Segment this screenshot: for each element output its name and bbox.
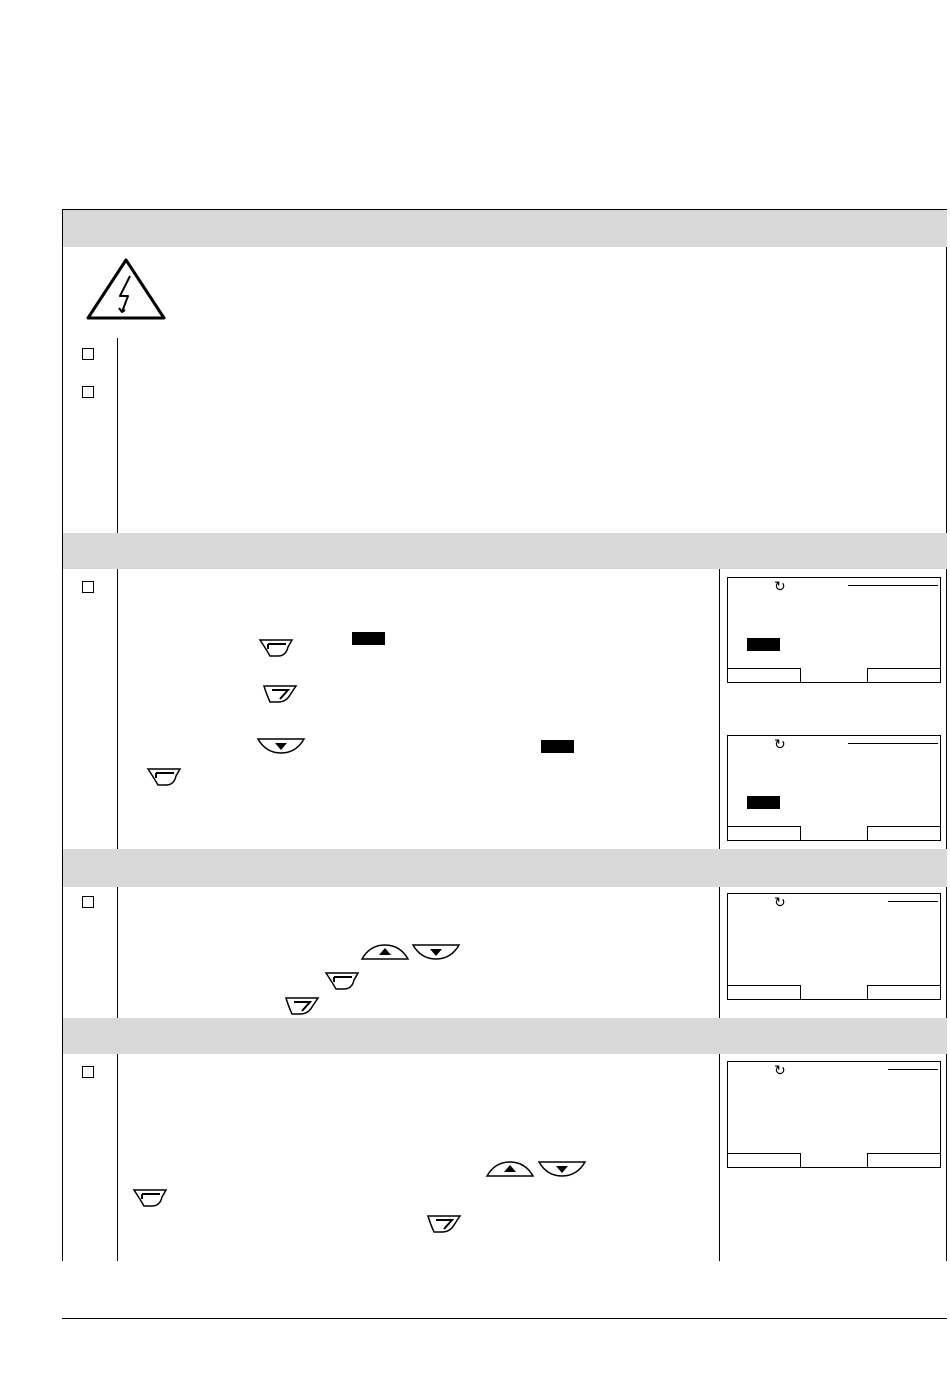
display-softkey-right[interactable] [867,1153,940,1167]
arrow-down-key-icon[interactable] [537,1160,587,1178]
column-divider [117,338,118,533]
arrow-down-key-icon[interactable] [256,737,306,755]
electrical-hazard-warning-icon [84,256,168,327]
column-divider [117,887,118,1018]
left-softkey-icon[interactable] [324,970,360,992]
display-softkey-right[interactable] [867,826,940,840]
display-softkey-left[interactable] [728,668,801,682]
rotation-arrow-icon: ↻ [774,578,786,594]
arrow-up-key-icon[interactable] [485,1160,535,1178]
highlighted-label [352,632,385,645]
display-softkey-right[interactable] [867,668,940,682]
rotation-arrow-icon: ↻ [774,894,786,910]
control-panel-display [727,577,941,683]
display-column-divider [719,887,720,1018]
checkbox-icon[interactable] [82,1066,94,1078]
footer-rule [62,1318,947,1319]
left-softkey-icon[interactable] [146,766,182,788]
checkbox-icon[interactable] [82,896,94,908]
display-softkey-left[interactable] [728,1153,801,1167]
right-softkey-icon[interactable] [426,1213,462,1235]
display-title-line [848,743,938,744]
control-panel-display [727,1061,941,1168]
section-header-3 [63,849,947,887]
display-softkey-left[interactable] [728,985,801,999]
right-softkey-icon[interactable] [262,683,298,705]
column-divider [117,1054,118,1261]
column-divider [117,569,118,849]
rotation-arrow-icon: ↻ [774,1062,786,1078]
control-panel-display [727,735,941,841]
section-header-2 [63,533,947,569]
display-highlight [747,638,780,651]
display-column-divider [719,1054,720,1261]
highlighted-label [541,740,574,753]
display-softkey-right[interactable] [867,985,940,999]
right-softkey-icon[interactable] [284,995,320,1017]
display-softkey-left[interactable] [728,826,801,840]
display-column-divider [719,569,720,849]
arrow-up-key-icon[interactable] [360,943,410,961]
control-panel-display [727,893,941,1000]
checkbox-icon[interactable] [82,581,94,593]
arrow-down-key-icon[interactable] [411,943,461,961]
display-title-line [888,901,938,902]
section-header-4 [63,1018,947,1054]
left-softkey-icon[interactable] [258,637,294,659]
left-softkey-icon[interactable] [132,1187,168,1209]
display-title-line [848,585,938,586]
checkbox-icon[interactable] [82,348,94,360]
display-title-line [888,1069,938,1070]
rotation-arrow-icon: ↻ [774,736,786,752]
checkbox-icon[interactable] [82,386,94,398]
display-highlight [747,796,780,809]
section-header-safety [63,210,947,247]
